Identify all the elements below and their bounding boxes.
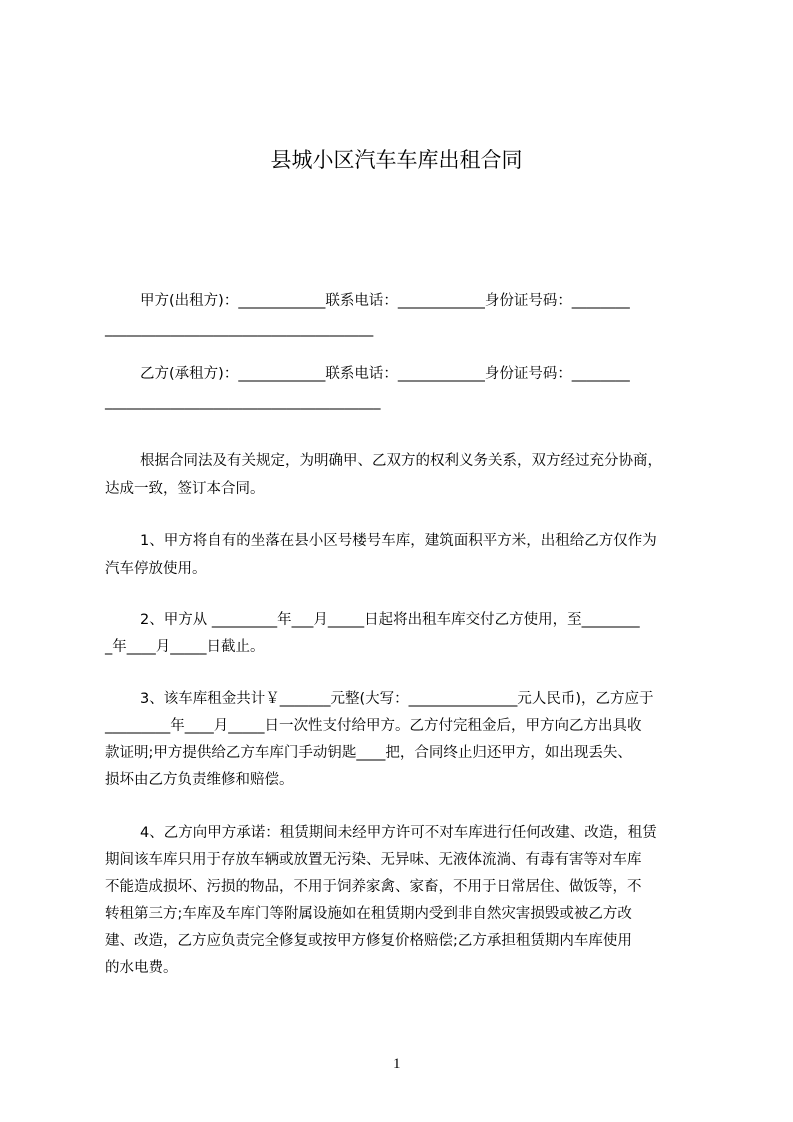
- document-title: 县城小区汽车车库出租合同: [270, 148, 523, 172]
- party-b-line: 乙方(承租方)：____________联系电话：____________身份证号码：________: [140, 366, 630, 382]
- preamble-line: 达成一致，签订本合同。: [105, 481, 265, 497]
- clause-1-line: 1、甲方将自有的坐落在县小区号楼号车库，建筑面积平方米，出租给乙方仅作为: [140, 533, 657, 549]
- clause-3-line: 损坏由乙方负责维修和赔偿。: [105, 772, 294, 788]
- party-b-line-cont: ______________________________________: [105, 394, 381, 410]
- clause-3-line: 3、该车库租金共计￥_______元整(大写：_______________元人民币)，乙方应于: [140, 691, 654, 707]
- clause-3-line: _________年____月_____日一次性支付给甲方。乙方付完租金后，甲方向乙方出具收: [105, 718, 642, 734]
- clause-2-line: _年____月_____日截止。: [105, 639, 265, 655]
- clause-4-line: 不能造成损坏、污损的物品，不用于饲养家禽、家畜，不用于日常居住、做饭等，不: [105, 879, 642, 895]
- clause-2-line: 2、甲方从 _________年___月_____日起将出租车库交付乙方使用，至________: [140, 612, 640, 628]
- preamble-line: 根据合同法及有关规定，为明确甲、乙双方的权利义务关系，双方经过充分协商，: [140, 453, 662, 469]
- clause-4-line: 的水电费。: [105, 960, 178, 976]
- clause-4-line: 4、乙方向甲方承诺：租赁期间未经甲方许可不对车库进行任何改建、改造，租赁: [140, 825, 657, 841]
- clause-1-line: 汽车停放使用。: [105, 561, 207, 577]
- clause-4-line: 转租第三方;车库及车库门等附属设施如在租赁期内受到非自然灾害损毁或被乙方改: [105, 906, 632, 922]
- party-a-line-cont: _____________________________________: [105, 321, 374, 337]
- clause-3-line: 款证明;甲方提供给乙方车库门手动钥匙____把，合同终止归还甲方，如出现丢失、: [105, 745, 632, 761]
- page-number: 1: [393, 1056, 401, 1072]
- clause-4-line: 期间该车库只用于存放车辆或放置无污染、无异味、无液体流淌、有毒有害等对车库: [105, 852, 642, 868]
- party-a-line: 甲方(出租方)：____________联系电话：____________身份证号码：________: [140, 293, 630, 309]
- clause-4-line: 建、改造，乙方应负责完全修复或按甲方修复价格赔偿;乙方承担租赁期内车库使用: [105, 933, 632, 949]
